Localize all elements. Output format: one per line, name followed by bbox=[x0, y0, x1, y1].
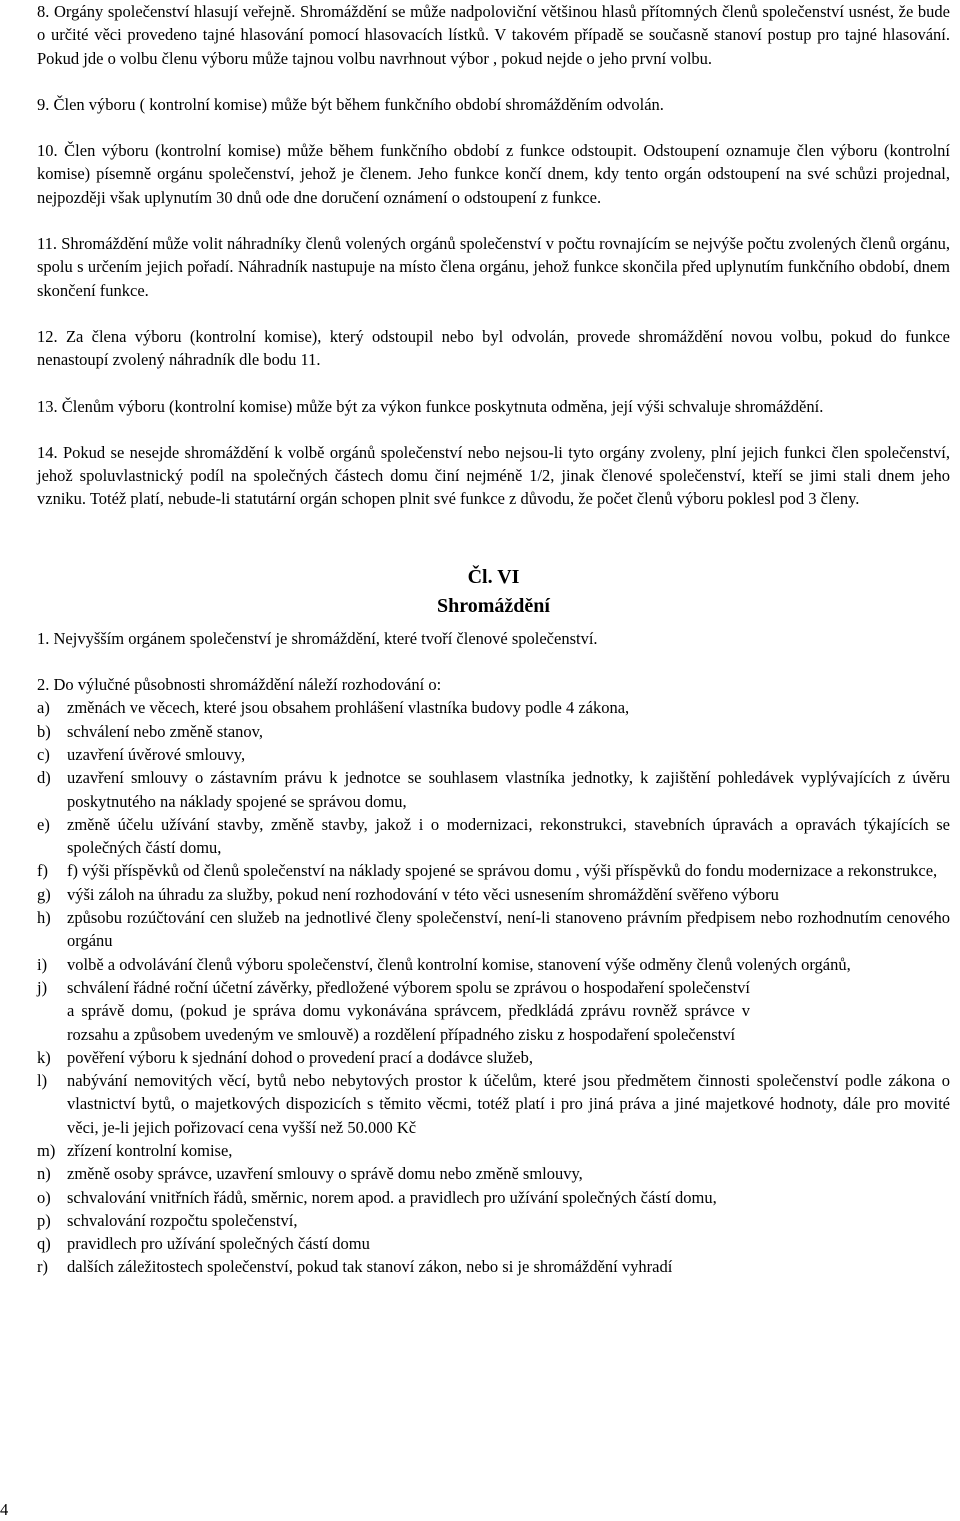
page-number: 4 bbox=[0, 1500, 9, 1519]
list-marker: g) bbox=[37, 884, 51, 904]
section-heading bbox=[37, 563, 950, 621]
list-item-text: pravidlech pro užívání společných částí domu bbox=[67, 1234, 370, 1254]
paragraph-8: 8. Orgány společenství hlasují veřejně. Shromáždění se může nadpoloviční většinou hlasů přítomných členů společenství usnést, že bude o určité věci provedeno tajné hlasování pomocí hlasovacích lístků. V takovém případě se současně stanoví postup pro tajné hlasování. Pokud jde o volbu členu výboru může tajnou volbu navrhnout výbor , pokud nejde o jeho první volbu. bbox=[37, 2, 950, 68]
list-item bbox=[37, 1255, 950, 1278]
section-paragraph-2-lead: 2. Do výlučné působnosti shromáždění náleží rozhodování o: bbox=[37, 675, 442, 695]
list-item bbox=[37, 720, 950, 743]
list-item-text: výši záloh na úhradu za služby, pokud není rozhodování v této věci usnesením shromáždění svěřeno výboru bbox=[67, 884, 779, 904]
list-item-text: schválení nebo změně stanov, bbox=[67, 721, 263, 741]
list-marker: q) bbox=[37, 1234, 51, 1254]
list-marker: p) bbox=[37, 1210, 51, 1230]
list-item-text: schválení řádné roční účetní závěrky, předložené výborem spolu se zprávou o hospodaření společenství a správě domu, (pokud je správa domu vykonávána správcem, předkládá zprávu rovněž správce v rozsahu a způsobem uvedeným ve smlouvě) a rozdělení případného zisku z hospodaření společenství bbox=[67, 977, 750, 1044]
list-item-text: pověření výboru k sjednání dohod o provedení prací a dodávce služeb, bbox=[67, 1047, 533, 1067]
list-item-text: zřízení kontrolní komise, bbox=[67, 1140, 233, 1160]
list-item bbox=[37, 859, 950, 882]
list-item-text: uzavření smlouvy o zástavním právu k jednotce se souhlasem vlastníka jednotky, k zajištění pohledávek vyplývajících z úvěru poskytnutého na náklady spojené se správou domu, bbox=[67, 768, 950, 811]
list-item-text: způsobu rozúčtování cen služeb na jednotlivé členy společenství, není-li stanoveno právním předpisem nebo rozhodnutím cenového orgánu bbox=[67, 908, 950, 951]
list-marker: j) bbox=[37, 977, 48, 997]
list-item bbox=[37, 813, 950, 860]
list-item-text: uzavření úvěrové smlouvy, bbox=[67, 744, 246, 764]
list-marker: i) bbox=[37, 954, 48, 974]
list-item bbox=[37, 766, 950, 813]
section-number: Čl. VI bbox=[467, 565, 520, 588]
list-item bbox=[37, 1046, 950, 1069]
list-item-text: schvalování rozpočtu společenství, bbox=[67, 1210, 298, 1230]
list-marker: a) bbox=[37, 698, 50, 718]
list-item-text: nabývání nemovitých věcí, bytů nebo nebytových prostor k účelům, které jsou předmětem činnosti společenství podle zákona o vlastnictví bytů, o majetkových dispozicích s těmito věcmi, totéž platí i pro jiná práva a jiné majetkové hodnoty, dále pro movité věci, je-li jejich pořizovací cena vyšší než 50.000 Kč bbox=[67, 1071, 950, 1137]
list-marker: c) bbox=[37, 744, 50, 764]
list-item bbox=[37, 906, 950, 953]
list-marker: k) bbox=[37, 1047, 51, 1067]
list-item bbox=[37, 883, 950, 906]
list-marker: h) bbox=[37, 908, 51, 928]
list-item bbox=[37, 976, 950, 1046]
list-marker: d) bbox=[37, 768, 51, 788]
section-title: Shromáždění bbox=[437, 594, 550, 617]
paragraph-10: 10. Člen výboru (kontrolní komise) může během funkčního období z funkce odstoupit. Odstoupení oznamuje člen výboru (kontrolní komise) písemně orgánu společenství, jehož je členem. Jeho funkce končí dnem, kdy tento orgán odstoupení na své schůzi projednal, nejpozději však uplynutím 30 dnů ode dne doručení oznámení o odstoupení z funkce. bbox=[37, 141, 950, 207]
list-item bbox=[37, 953, 950, 976]
list-item bbox=[37, 1069, 950, 1139]
list-item bbox=[37, 1139, 950, 1162]
competence-list bbox=[37, 696, 950, 1278]
list-item-text: schvalování vnitřních řádů, směrnic, norem apod. a pravidlech pro užívání společných částí domu, bbox=[67, 1187, 717, 1207]
list-item bbox=[37, 1209, 950, 1232]
list-item bbox=[37, 1186, 950, 1209]
list-item-text: změně účelu užívání stavby, změně stavby, jakož i o modernizaci, rekonstrukci, stavebních úpravách a opravách týkajících se společných částí domu, bbox=[67, 814, 950, 858]
document-page bbox=[37, 0, 950, 1279]
paragraph-9: 9. Člen výboru ( kontrolní komise) může být během funkčního období shromážděním odvolán. bbox=[37, 94, 664, 114]
list-marker: m) bbox=[37, 1140, 56, 1160]
list-marker: b) bbox=[37, 721, 51, 741]
list-marker: r) bbox=[37, 1257, 48, 1277]
list-item bbox=[37, 696, 950, 719]
paragraph-14: 14. Pokud se nesejde shromáždění k volbě orgánů společenství nebo nejsou-li tyto orgány zvoleny, plní jejich funkci člen společenství, jehož spoluvlastnický podíl na společných částech domu činí nejméně 1/2, jinak členové společenství, kteří se jimi stali dnem jeho vzniku. Totéž platí, nebude-li statutární orgán schopen plnit své funkce z důvodu, že počet členů výboru poklesl pod 3 členy. bbox=[37, 442, 950, 509]
list-item bbox=[37, 1162, 950, 1185]
list-item bbox=[37, 743, 950, 766]
paragraph-12: 12. Za člena výboru (kontrolní komise), který odstoupil nebo byl odvolán, provede shromáždění novou volbu, pokud do funkce nenastoupí zvolený náhradník dle bodu 11. bbox=[37, 326, 950, 370]
list-marker: f) bbox=[37, 861, 48, 881]
list-marker: o) bbox=[37, 1187, 51, 1207]
list-marker: l) bbox=[37, 1071, 48, 1091]
list-item-text: změnách ve věcech, které jsou obsahem prohlášení vlastníka budovy podle 4 zákona, bbox=[67, 698, 630, 718]
paragraph-11: 11. Shromáždění může volit náhradníky členů volených orgánů společenství v počtu rovnajícím se nejvýše počtu zvolených členů orgánu, spolu s určením jejich pořadí. Náhradník nastupuje na místo člena orgánu, jehož funkce skončila před uplynutím funkčního období, dnem skončení funkce. bbox=[37, 234, 950, 300]
list-marker: n) bbox=[37, 1164, 51, 1184]
list-marker: e) bbox=[37, 814, 50, 834]
section-paragraph-1: 1. Nejvyšším orgánem společenství je shromáždění, které tvoří členové společenství. bbox=[37, 628, 598, 648]
list-item-text: volbě a odvolávání členů výboru společenství, členů kontrolní komise, stanovení výše odměny členů volených orgánů, bbox=[67, 954, 851, 974]
list-item-text: f) výši příspěvků od členů společenství na náklady spojené se správou domu , výši příspěvků do fondu modernizace a rekonstrukce, bbox=[67, 861, 938, 881]
list-item-text: změně osoby správce, uzavření smlouvy o správě domu nebo změně smlouvy, bbox=[67, 1164, 583, 1184]
list-item bbox=[37, 1232, 950, 1255]
paragraph-13: 13. Členům výboru (kontrolní komise) může být za výkon funkce poskytnuta odměna, její výši schvaluje shromáždění. bbox=[37, 396, 824, 416]
list-item-text: dalších záležitostech společenství, pokud tak stanoví zákon, nebo si je shromáždění vyhradí bbox=[67, 1257, 673, 1277]
